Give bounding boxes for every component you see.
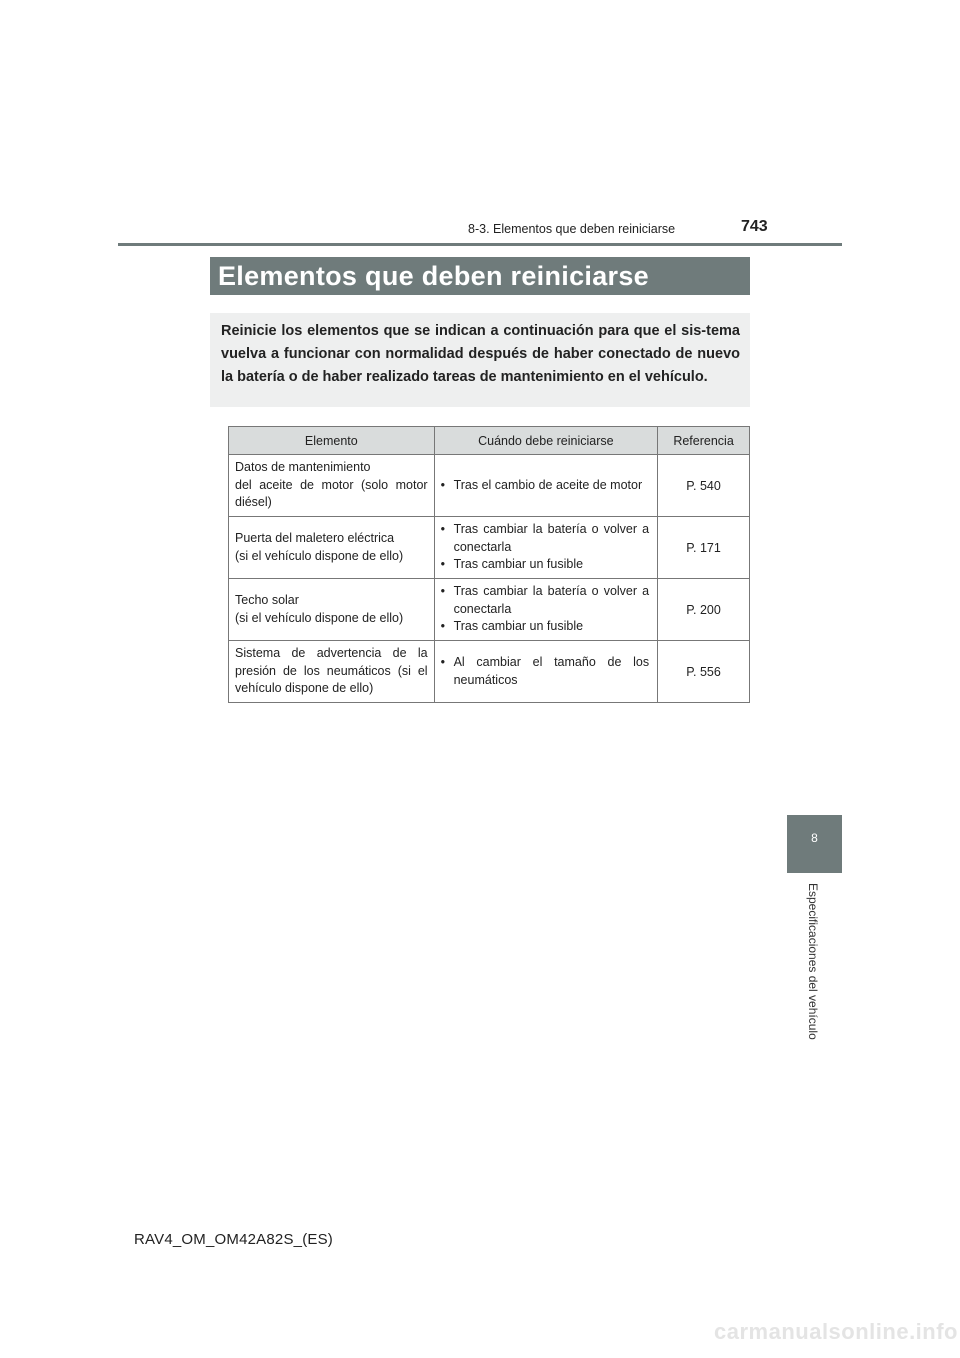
when-cell bbox=[434, 641, 658, 703]
when-text: Al cambiar el tamaño de los neumáticos bbox=[453, 655, 650, 687]
reference-cell: P. 171 bbox=[658, 517, 750, 579]
page-title: Elementos que deben reiniciarse bbox=[210, 257, 750, 295]
item-line: Puerta del maletero eléctrica bbox=[235, 531, 395, 545]
table-header-row bbox=[229, 427, 750, 455]
item-cell bbox=[229, 455, 435, 517]
bullet-icon: • bbox=[440, 477, 445, 492]
reference-cell: P. 540 bbox=[658, 455, 750, 517]
when-text: Tras cambiar la batería o volver a conectarla bbox=[453, 522, 650, 554]
reference-cell: P. 200 bbox=[658, 579, 750, 641]
chapter-label: Especificaciones del vehículo bbox=[806, 883, 820, 1040]
item-line: Datos de mantenimiento bbox=[235, 460, 371, 475]
list-item bbox=[441, 521, 650, 556]
item-line: (si el vehículo dispone de ello) bbox=[235, 610, 404, 625]
column-header-item: Elemento bbox=[229, 427, 435, 455]
reference-cell: P. 556 bbox=[658, 641, 750, 703]
chapter-tab: 8 bbox=[787, 815, 842, 873]
bullet-icon: • bbox=[440, 584, 445, 599]
list-item bbox=[441, 583, 650, 618]
watermark: carmanualsonline.info bbox=[714, 1319, 958, 1344]
item-cell bbox=[229, 641, 435, 703]
item-line: (si el vehículo dispone de ello) bbox=[235, 548, 404, 563]
when-cell bbox=[434, 455, 658, 517]
header-divider bbox=[118, 243, 842, 246]
list-item bbox=[441, 477, 650, 495]
when-text: Tras cambiar la batería o volver a conectarla bbox=[453, 584, 650, 616]
when-text: Tras cambiar un fusible bbox=[453, 557, 584, 572]
item-cell bbox=[229, 517, 435, 579]
table-row bbox=[229, 641, 750, 703]
bullet-icon: • bbox=[440, 522, 445, 537]
column-header-when: Cuándo debe reiniciarse bbox=[434, 427, 658, 455]
when-text: Tras cambiar un fusible bbox=[453, 619, 584, 634]
bullet-icon: • bbox=[440, 557, 445, 572]
list-item bbox=[441, 556, 650, 574]
when-cell bbox=[434, 517, 658, 579]
when-text: Tras el cambio de aceite de motor bbox=[453, 477, 643, 492]
table-row bbox=[229, 455, 750, 517]
document-id: RAV4_OM_OM42A82S_(ES) bbox=[134, 1231, 334, 1248]
bullet-icon: • bbox=[440, 619, 445, 634]
table-row bbox=[229, 517, 750, 579]
reset-items-table bbox=[228, 426, 750, 703]
column-header-reference: Referencia bbox=[658, 427, 750, 455]
list-item bbox=[441, 654, 650, 689]
item-line: del aceite de motor (solo motor diésel) bbox=[235, 477, 428, 510]
item-line: Techo solar bbox=[235, 593, 299, 607]
section-header: 8-3. Elementos que deben reiniciarse bbox=[468, 222, 676, 236]
item-cell bbox=[229, 579, 435, 641]
table-row bbox=[229, 579, 750, 641]
list-item bbox=[441, 618, 650, 636]
item-line: Sistema de advertencia de la presión de los neumáticos (si el vehículo dispone de ello) bbox=[235, 646, 428, 696]
bullet-icon: • bbox=[440, 655, 445, 669]
intro-paragraph: Reinicie los elementos que se indican a continuación para que el sis-tema vuelva a funcionar con normalidad después de haber conectado de nuevo la batería o de haber realizado tareas de mantenimiento en el vehículo. bbox=[210, 313, 750, 407]
page-number: 743 bbox=[741, 218, 768, 235]
when-cell bbox=[434, 579, 658, 641]
